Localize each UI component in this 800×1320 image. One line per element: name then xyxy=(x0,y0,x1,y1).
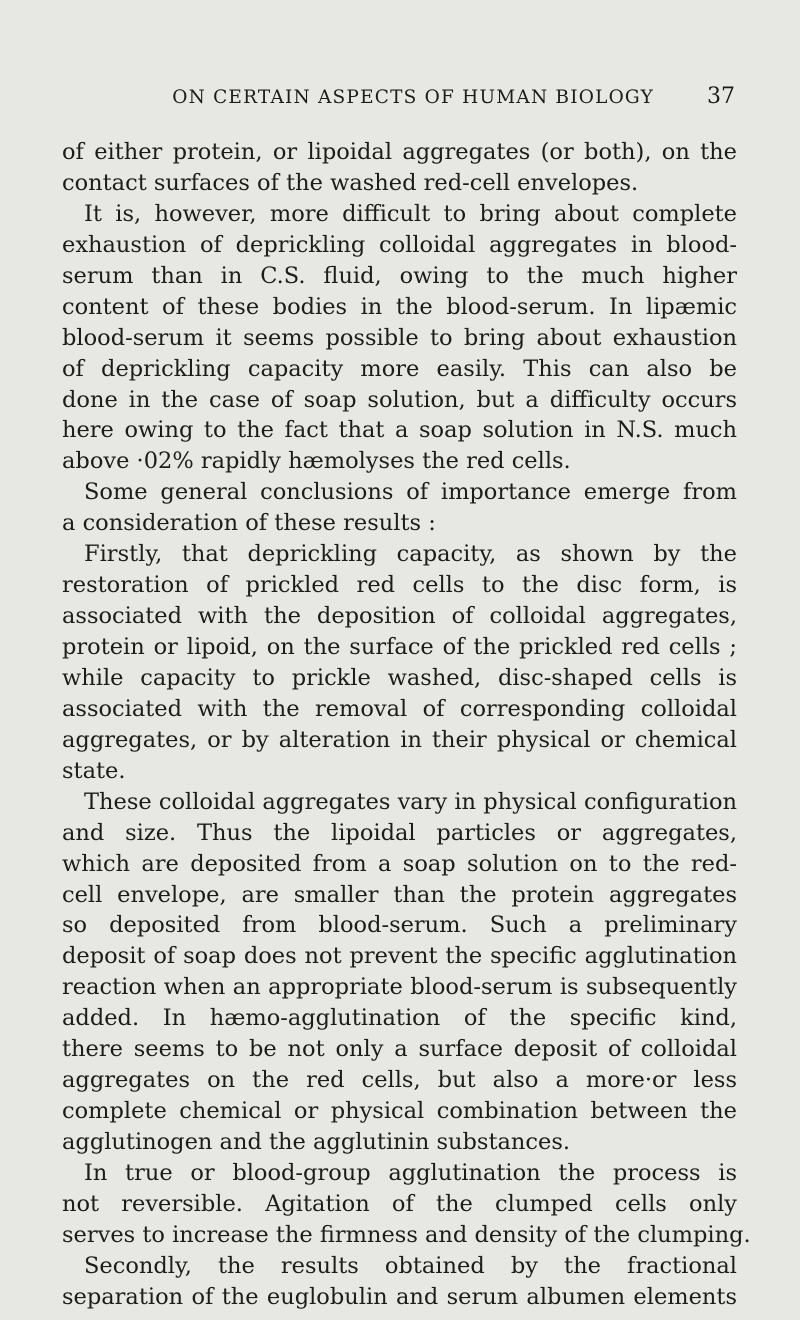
running-title: ON CERTAIN ASPECTS OF HUMAN BIOLOGY xyxy=(172,87,654,108)
text-line: while capacity to prickle washed, disc-shaped cells is xyxy=(62,664,737,691)
text-line: serum than in C.S. fluid, owing to the much higher xyxy=(62,262,737,289)
text-line: of either protein, or lipoidal aggregates (or both), on the xyxy=(62,139,737,165)
text-line: associated with the removal of corresponding colloidal xyxy=(62,695,737,722)
text-line: added. In hæmo-agglutination of the specific kind, xyxy=(62,1005,737,1032)
text-line: aggregates on the red cells, but also a more·or less xyxy=(62,1067,737,1094)
text-line: contact surfaces of the washed red-cell envelopes. xyxy=(62,169,639,196)
text-line: here owing to the fact that a soap solution in N.S. much xyxy=(62,417,737,444)
text-line: state. xyxy=(62,757,126,784)
text-line: blood-serum it seems possible to bring about exhaustion xyxy=(62,324,737,351)
text-line: It is, however, more difficult to bring about complete xyxy=(84,200,737,227)
text-line: complete chemical or physical combination between the xyxy=(62,1098,737,1125)
page-number: 37 xyxy=(707,84,735,109)
text-line: serves to increase the firmness and density of the clumping. xyxy=(62,1221,751,1248)
text-line: separation of the euglobulin and serum albumen elements xyxy=(62,1283,737,1310)
text-line: associated with the deposition of colloidal aggregates, xyxy=(62,603,737,630)
text-line: These colloidal aggregates vary in physical configuration xyxy=(84,788,737,815)
text-line: Secondly, the results obtained by the fractional xyxy=(84,1252,737,1279)
text-line: done in the case of soap solution, but a difficulty occurs xyxy=(62,386,737,413)
text-line: agglutinogen and the agglutinin substances. xyxy=(62,1129,571,1155)
text-line: which are deposited from a soap solution on to the red- xyxy=(62,850,737,877)
text-line: cell envelope, are smaller than the protein aggregates xyxy=(62,881,737,908)
running-head xyxy=(62,84,737,117)
text-line: content of these bodies in the blood-serum. In lipæmic xyxy=(62,293,737,320)
text-line: aggregates, or by alteration in their physical or chemical xyxy=(62,726,737,753)
text-line: a consideration of these results : xyxy=(62,510,436,537)
text-line: above ·02% rapidly hæmolyses the red cells. xyxy=(62,448,571,475)
text-line: Some general conclusions of importance emerge from xyxy=(84,479,737,506)
text-line: of deprickling capacity more easily. This can also be xyxy=(62,355,737,382)
text-line: Firstly, that deprickling capacity, as shown by the xyxy=(84,541,737,568)
text-line: there seems to be not only a surface deposit of colloidal xyxy=(62,1036,737,1063)
text-line: not reversible. Agitation of the clumped cells only xyxy=(62,1190,737,1217)
text-line: restoration of prickled red cells to the disc form, is xyxy=(62,572,737,599)
text-line: exhaustion of deprickling colloidal aggregates in blood- xyxy=(62,231,737,258)
text-line: reaction when an appropriate blood-serum is subsequently xyxy=(62,974,737,1001)
text-line: deposit of soap does not prevent the specific agglutination xyxy=(62,943,737,970)
text-line: and size. Thus the lipoidal particles or aggregates, xyxy=(62,819,737,846)
text-line: so deposited from blood-serum. Such a preliminary xyxy=(62,912,737,939)
text-line: protein or lipoid, on the surface of the prickled red cells ; xyxy=(62,634,737,660)
body-text xyxy=(62,137,751,1313)
text-line: In true or blood-group agglutination the process is xyxy=(84,1159,737,1186)
